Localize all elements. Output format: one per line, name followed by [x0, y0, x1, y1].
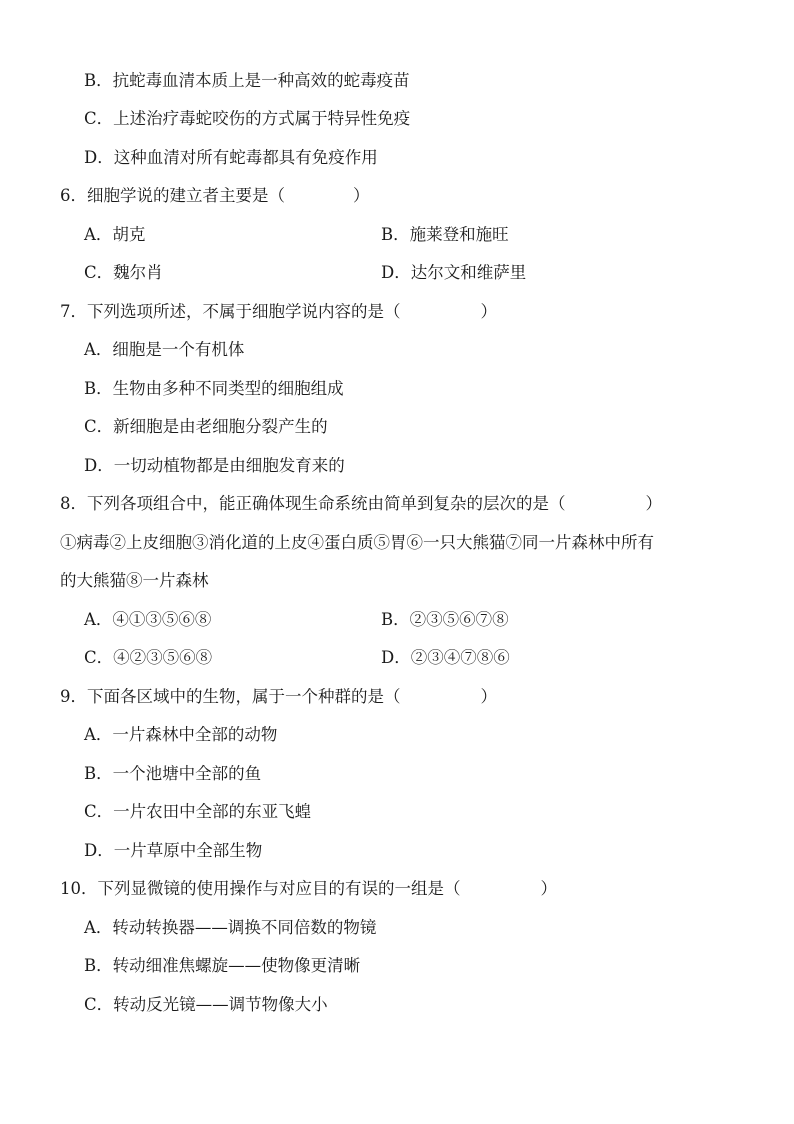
q9-stem [60, 686, 497, 708]
q8-option-b: B．②③⑤⑥⑦⑧ [381, 610, 509, 629]
q9-stem-text: 9．下面各区域中的生物，属于一个种群的是（ [60, 687, 401, 706]
q7-option-b: B．生物由多种不同类型的细胞组成 [84, 379, 344, 398]
q8-items-line-2: 的大熊猫⑧一片森林 [60, 571, 209, 590]
q6-option-d: D．达尔文和维萨里 [381, 263, 527, 282]
q8-option-a: A．④①③⑤⑥⑧ [84, 610, 212, 629]
q8-option-d: D．②③④⑦⑧⑥ [381, 648, 510, 667]
q7-option-c: C．新细胞是由老细胞分裂产生的 [84, 417, 328, 436]
q8-stem [60, 493, 662, 515]
q10-option-b: B．转动细准焦螺旋——使物像更清晰 [84, 956, 361, 975]
q9-option-a: A．一片森林中全部的动物 [84, 725, 278, 744]
q9-option-d: D．一片草原中全部生物 [84, 841, 263, 860]
q7-stem [60, 301, 497, 323]
q6-stem [60, 185, 370, 207]
q6-stem-close: ） [353, 186, 370, 205]
q7-option-a: A．细胞是一个有机体 [84, 340, 245, 359]
q7-stem-close: ） [480, 302, 497, 321]
q8-stem-text: 8．下列各项组合中，能正确体现生命系统由简单到复杂的层次的是（ [60, 494, 566, 513]
q8-option-c: C．④②③⑤⑥⑧ [84, 648, 213, 667]
q7-stem-text: 7．下列选项所述，不属于细胞学说内容的是（ [60, 302, 401, 321]
q6-option-b: B．施莱登和施旺 [381, 225, 509, 244]
q5-option-b: B．抗蛇毒血清本质上是一种高效的蛇毒疫苗 [84, 71, 410, 90]
q8-stem-close: ） [645, 494, 662, 513]
q9-option-b: B．一个池塘中全部的鱼 [84, 764, 262, 783]
q10-stem-text: 10．下列显微镜的使用操作与对应目的有误的一组是（ [60, 879, 461, 898]
q9-option-c: C．一片农田中全部的东亚飞蝗 [84, 802, 312, 821]
q10-option-a: A．转动转换器——调换不同倍数的物镜 [84, 918, 377, 937]
q5-option-c: C．上述治疗毒蛇咬伤的方式属于特异性免疫 [84, 109, 411, 128]
q9-stem-close: ） [480, 687, 497, 706]
q6-stem-text: 6．细胞学说的建立者主要是（ [60, 186, 285, 205]
q10-stem [60, 878, 557, 900]
q8-items-line-1: ①病毒②上皮细胞③消化道的上皮④蛋白质⑤胃⑥一只大熊猫⑦同一片森林中所有 [60, 533, 654, 552]
q6-option-c: C．魏尔肖 [84, 263, 163, 282]
q5-option-d: D．这种血清对所有蛇毒都具有免疫作用 [84, 148, 378, 167]
q10-option-c: C．转动反光镜——调节物像大小 [84, 995, 328, 1014]
q6-option-a: A．胡克 [84, 225, 146, 244]
q10-stem-close: ） [540, 879, 557, 898]
q7-option-d: D．一切动植物都是由细胞发育来的 [84, 456, 345, 475]
